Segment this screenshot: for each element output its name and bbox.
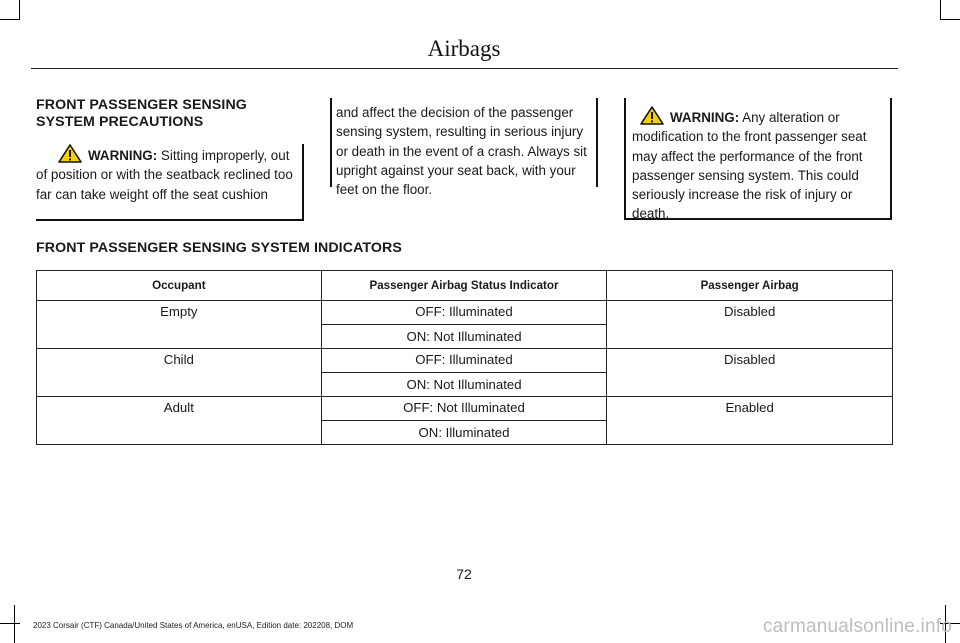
watermark: carmanualsonline.info [762, 616, 952, 637]
indicator-cell: OFF: Illuminated [321, 349, 607, 373]
warning-box-right-rule [302, 144, 304, 219]
indicator-cell: ON: Illuminated [321, 421, 607, 445]
warning-continuation-text: and affect the decision of the passenger sensing system, resulting in serious injury or death in the event of a crash. Always sit upright against your seat back, with your feet on the floor. [336, 105, 587, 198]
warning-box-seating [36, 144, 304, 221]
crop-mark-top-left-h [0, 19, 20, 20]
indicator-cell: ON: Not Illuminated [321, 325, 607, 349]
column-header-indicator: Passenger Airbag Status Indicator [321, 271, 607, 301]
airbag-cell: Enabled [607, 397, 893, 445]
warning-triangle-icon [640, 106, 664, 125]
occupant-cell: Adult [37, 397, 322, 445]
table-row [37, 349, 893, 373]
indicators-table [36, 270, 893, 445]
indicators-heading: FRONT PASSENGER SENSING SYSTEM INDICATORS [36, 240, 402, 256]
warning-box-right-rule [890, 98, 892, 218]
indicator-cell: OFF: Illuminated [321, 301, 607, 325]
page-number: 72 [456, 566, 472, 582]
warning-label: WARNING: [88, 148, 158, 163]
warning-triangle-icon [58, 144, 82, 163]
crop-mark-top-left-v [19, 0, 20, 20]
indicator-cell: OFF: Not Illuminated [321, 397, 607, 421]
crop-mark-bottom-left-v [14, 605, 15, 643]
column-header-occupant: Occupant [37, 271, 322, 301]
indicator-cell: ON: Not Illuminated [321, 373, 607, 397]
header-rule [31, 68, 898, 69]
crop-mark-top-right-v [940, 0, 941, 20]
table-row [37, 301, 893, 325]
warning-box-modification [624, 98, 892, 220]
airbag-cell: Disabled [607, 349, 893, 397]
table-row [37, 397, 893, 421]
warning-box-left-rule [624, 98, 626, 218]
occupant-cell: Empty [37, 301, 322, 349]
warning-label: WARNING: [670, 110, 740, 125]
table-header-row [37, 271, 893, 301]
precautions-heading: FRONT PASSENGER SENSING SYSTEM PRECAUTIONS [36, 97, 247, 130]
warning-paragraph [624, 98, 892, 224]
warning-paragraph [36, 144, 304, 204]
occupant-cell: Child [37, 349, 322, 397]
crop-mark-top-right-h [940, 19, 960, 20]
warning-text: Any alteration or modification to the front passenger seat may affect the performance of the front passenger sensing system. This could seriously increase the risk of injury or death. [632, 110, 867, 222]
continuation-left-rule [330, 98, 332, 187]
column-middle [336, 103, 598, 199]
column-header-airbag: Passenger Airbag [607, 271, 893, 301]
column-left [36, 97, 304, 131]
page-header-title: Airbags [427, 36, 501, 61]
warning-text: Sitting improperly, out of position or with the seatback reclined too far can take weight off the seat cushion [36, 148, 293, 202]
crop-mark-bottom-left-h [0, 623, 20, 624]
airbag-cell: Disabled [607, 301, 893, 349]
edition-footer: 2023 Corsair (CTF) Canada/United States of America, enUSA, Edition date: 202208, DOM [33, 621, 354, 630]
